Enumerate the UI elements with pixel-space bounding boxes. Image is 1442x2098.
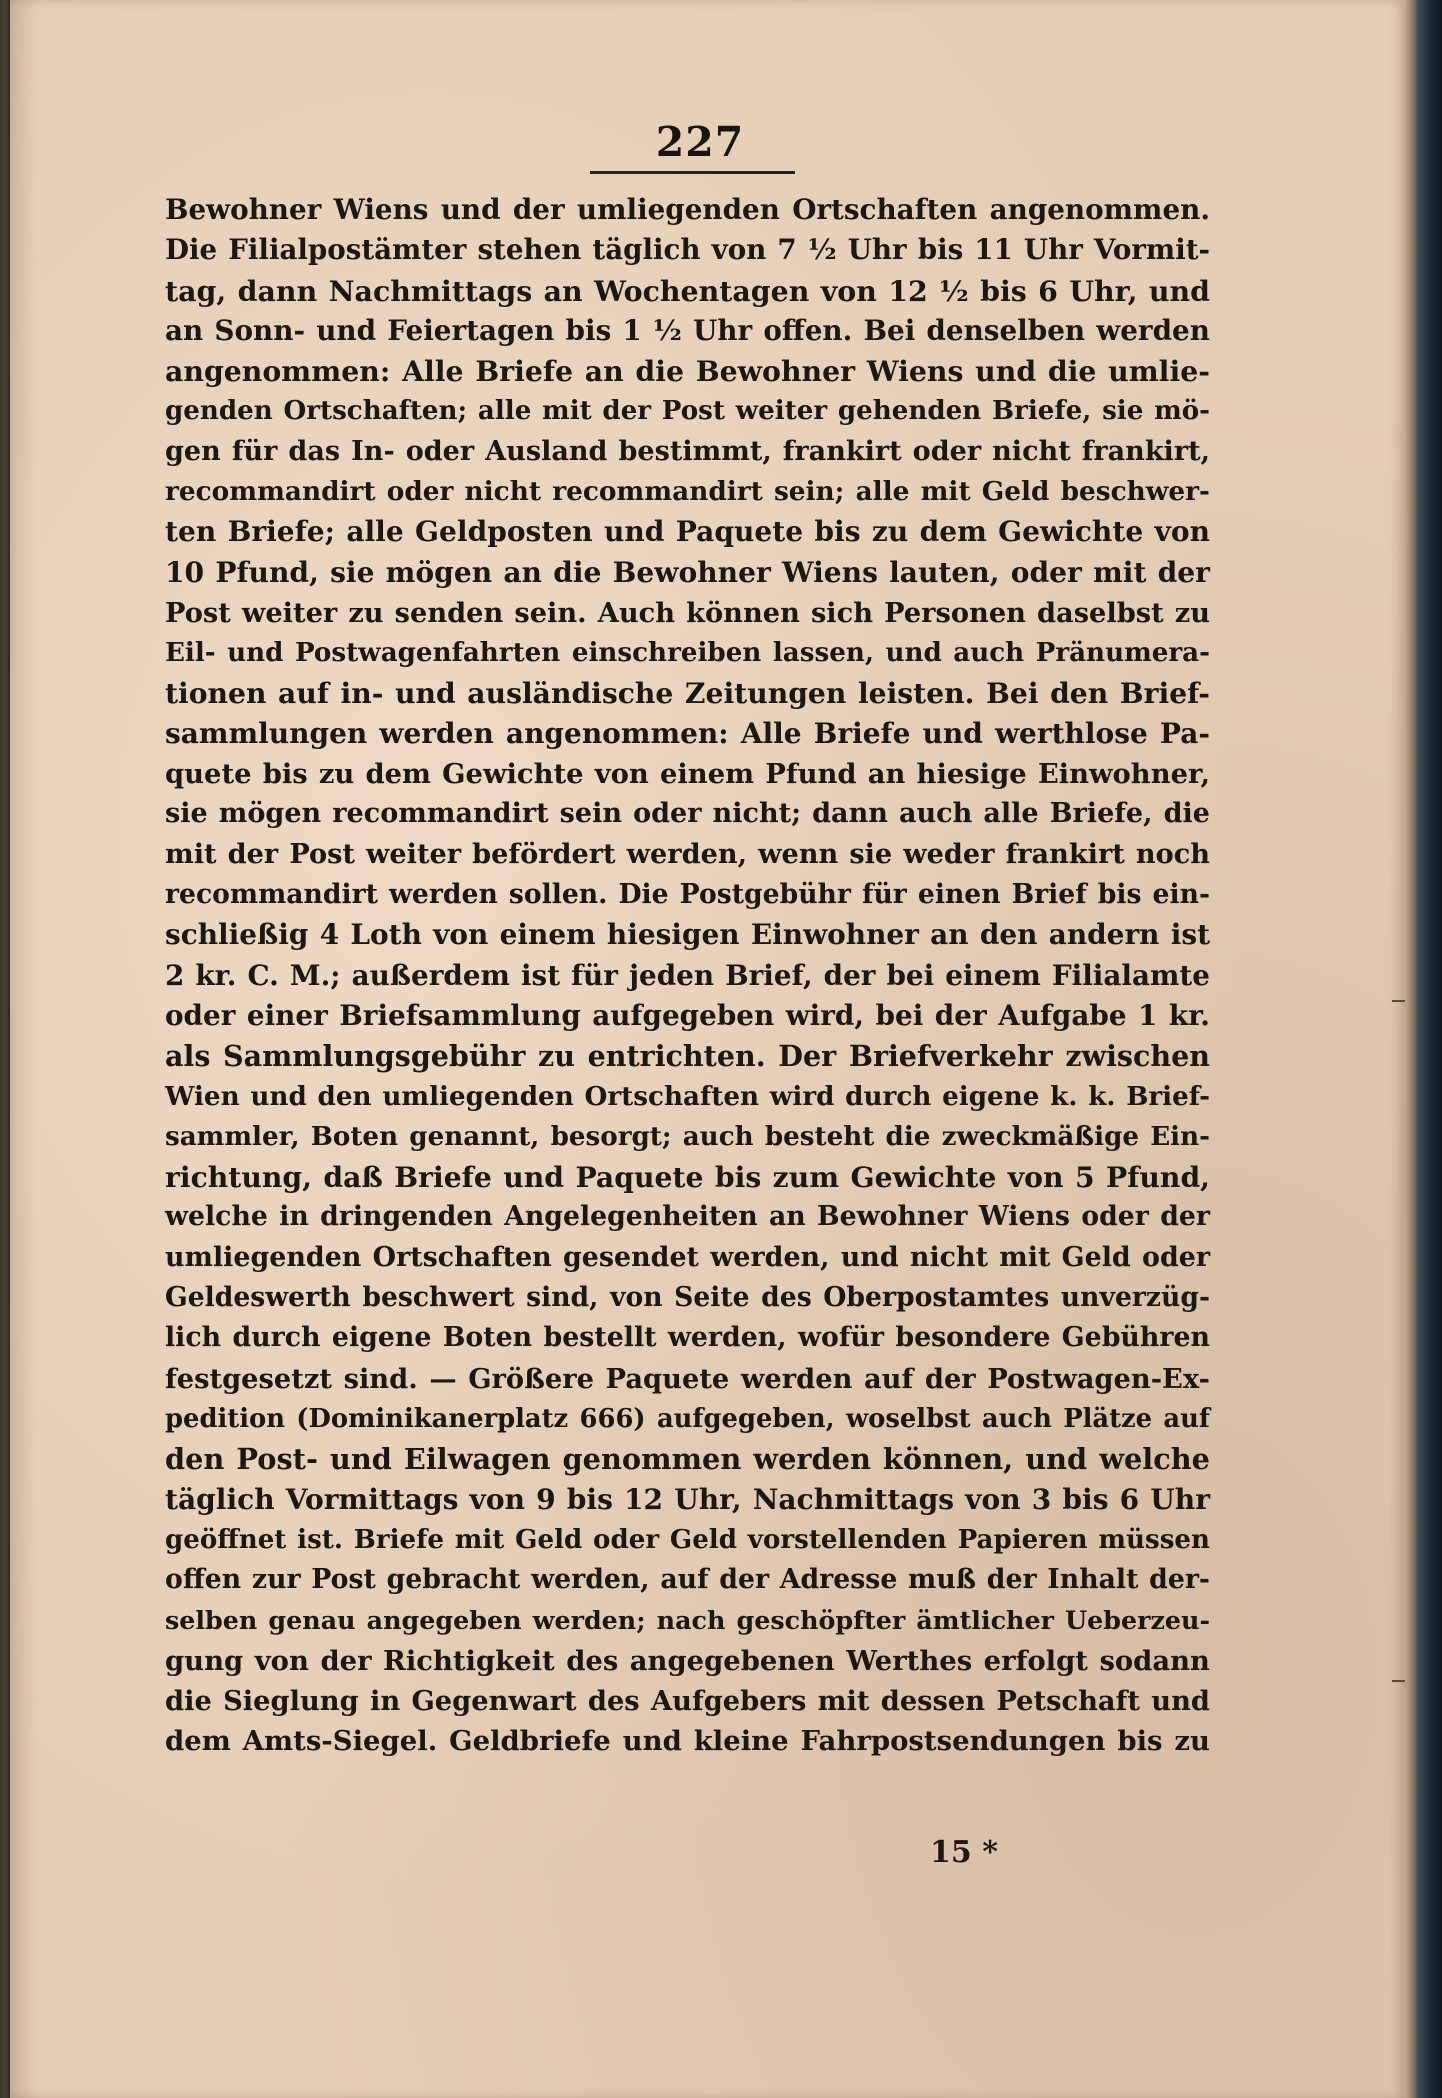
text-line: pedition (Dominikanerplatz 666) aufgegeben, woselbst auch Plätze auf (165, 1403, 1210, 1434)
text-line: sammlungen werden angenommen: Alle Briefe und werthlose Pa- (165, 716, 1210, 750)
signature-mark: 15 * (930, 1835, 998, 1870)
text-line: sammler, Boten genannt, besorgt; auch besteht die zweckmäßige Ein- (165, 1120, 1210, 1152)
text-line: an Sonn- und Feiertagen bis 1 ½ Uhr offen. Bei denselben werden (165, 313, 1210, 347)
text-line: Eil- und Postwagenfahrten einschreiben lassen, und auch Pränumera- (165, 637, 1210, 669)
text-line: mit der Post weiter befördert werden, wenn sie weder frankirt noch (165, 838, 1210, 870)
text-line: sie mögen recommandirt sein oder nicht; dann auch alle Briefe, die (165, 798, 1210, 830)
text-line: richtung, daß Briefe und Paquete bis zum Gewichte von 5 Pfund, (165, 1160, 1210, 1195)
text-line: 10 Pfund, sie mögen an die Bewohner Wiens lauten, oder mit der (165, 555, 1210, 589)
text-line: recommandirt oder nicht recommandirt sein; alle mit Geld beschwer- (165, 476, 1210, 508)
page-number: 227 (655, 118, 745, 166)
text-line: recommandirt werden sollen. Die Postgebühr für einen Brief bis ein- (165, 879, 1210, 911)
text-line: Bewohner Wiens und der umliegenden Ortschaften angenommen. (165, 193, 1210, 226)
text-line: gen für das In- oder Ausland bestimmt, frankirt oder nicht frankirt, (165, 435, 1210, 467)
text-line: Geldeswerth beschwert sind, von Seite des Oberpostamtes unverzüg- (165, 1282, 1210, 1314)
text-line: 2 kr. C. M.; außerdem ist für jeden Brief, der bei einem Filialamte (165, 958, 1210, 992)
text-line: Die Filialpostämter stehen täglich von 7 ½ Uhr bis 11 Uhr Vormit- (165, 233, 1210, 267)
text-line: Wien und den umliegenden Ortschaften wird durch eigene k. k. Brief- (165, 1080, 1210, 1112)
text-line: ten Briefe; alle Geldposten und Paquete bis zu dem Gewichte von (165, 515, 1210, 549)
text-line: angenommen: Alle Briefe an die Bewohner Wiens und die umlie- (165, 354, 1210, 389)
text-line: den Post- und Eilwagen genommen werden können, und welche (165, 1442, 1210, 1477)
text-line: oder einer Briefsammlung aufgegeben wird, bei der Aufgabe 1 kr. (165, 998, 1210, 1032)
body-text (165, 190, 1210, 1762)
text-line: als Sammlungsgebühr zu entrichten. Der Briefverkehr zwischen (165, 1039, 1210, 1074)
text-line: geöffnet ist. Briefe mit Geld oder Geld vorstellenden Papieren müssen (165, 1523, 1210, 1555)
text-line: täglich Vormittags von 9 bis 12 Uhr, Nachmittags von 3 bis 6 Uhr (165, 1482, 1210, 1516)
text-line: genden Ortschaften; alle mit der Post weiter gehenden Briefe, sie mö- (165, 395, 1210, 427)
text-line: festgesetzt sind. — Größere Paquete werden auf der Postwagen-Ex- (165, 1362, 1210, 1395)
text-line: lich durch eigene Boten bestellt werden, wofür besondere Gebühren (165, 1322, 1210, 1354)
text-line: gung von der Richtigkeit des angegebenen Werthes erfolgt sodann (165, 1644, 1210, 1677)
text-line: tionen auf in- und ausländische Zeitungen leisten. Bei den Brief- (165, 676, 1210, 710)
text-line: umliegenden Ortschaften gesendet werden, und nicht mit Geld oder (165, 1241, 1210, 1273)
text-line: selben genau angegeben werden; nach geschöpfter ämtlicher Ueberzeu- (165, 1605, 1210, 1636)
text-line: dem Amts-Siegel. Geldbriefe und kleine Fahrpostsendungen bis zu (165, 1725, 1210, 1758)
book-cover-edge (1405, 0, 1442, 2098)
book-page (10, 0, 1405, 2098)
text-line: tag, dann Nachmittags an Wochentagen von 12 ½ bis 6 Uhr, und (165, 273, 1210, 308)
text-line: offen zur Post gebracht werden, auf der Adresse muß der Inhalt der- (165, 1564, 1210, 1596)
text-line: schließig 4 Loth von einem hiesigen Einwohner an den andern ist (165, 918, 1210, 952)
text-line: quete bis zu dem Gewichte von einem Pfund an hiesige Einwohner, (165, 758, 1210, 791)
text-line: Post weiter zu senden sein. Auch können sich Personen daselbst zu (165, 596, 1210, 629)
header-rule (590, 171, 795, 174)
text-line: welche in dringenden Angelegenheiten an Bewohner Wiens oder der (165, 1201, 1210, 1233)
text-line: die Sieglung in Gegenwart des Aufgebers mit dessen Petschaft und (165, 1684, 1210, 1717)
